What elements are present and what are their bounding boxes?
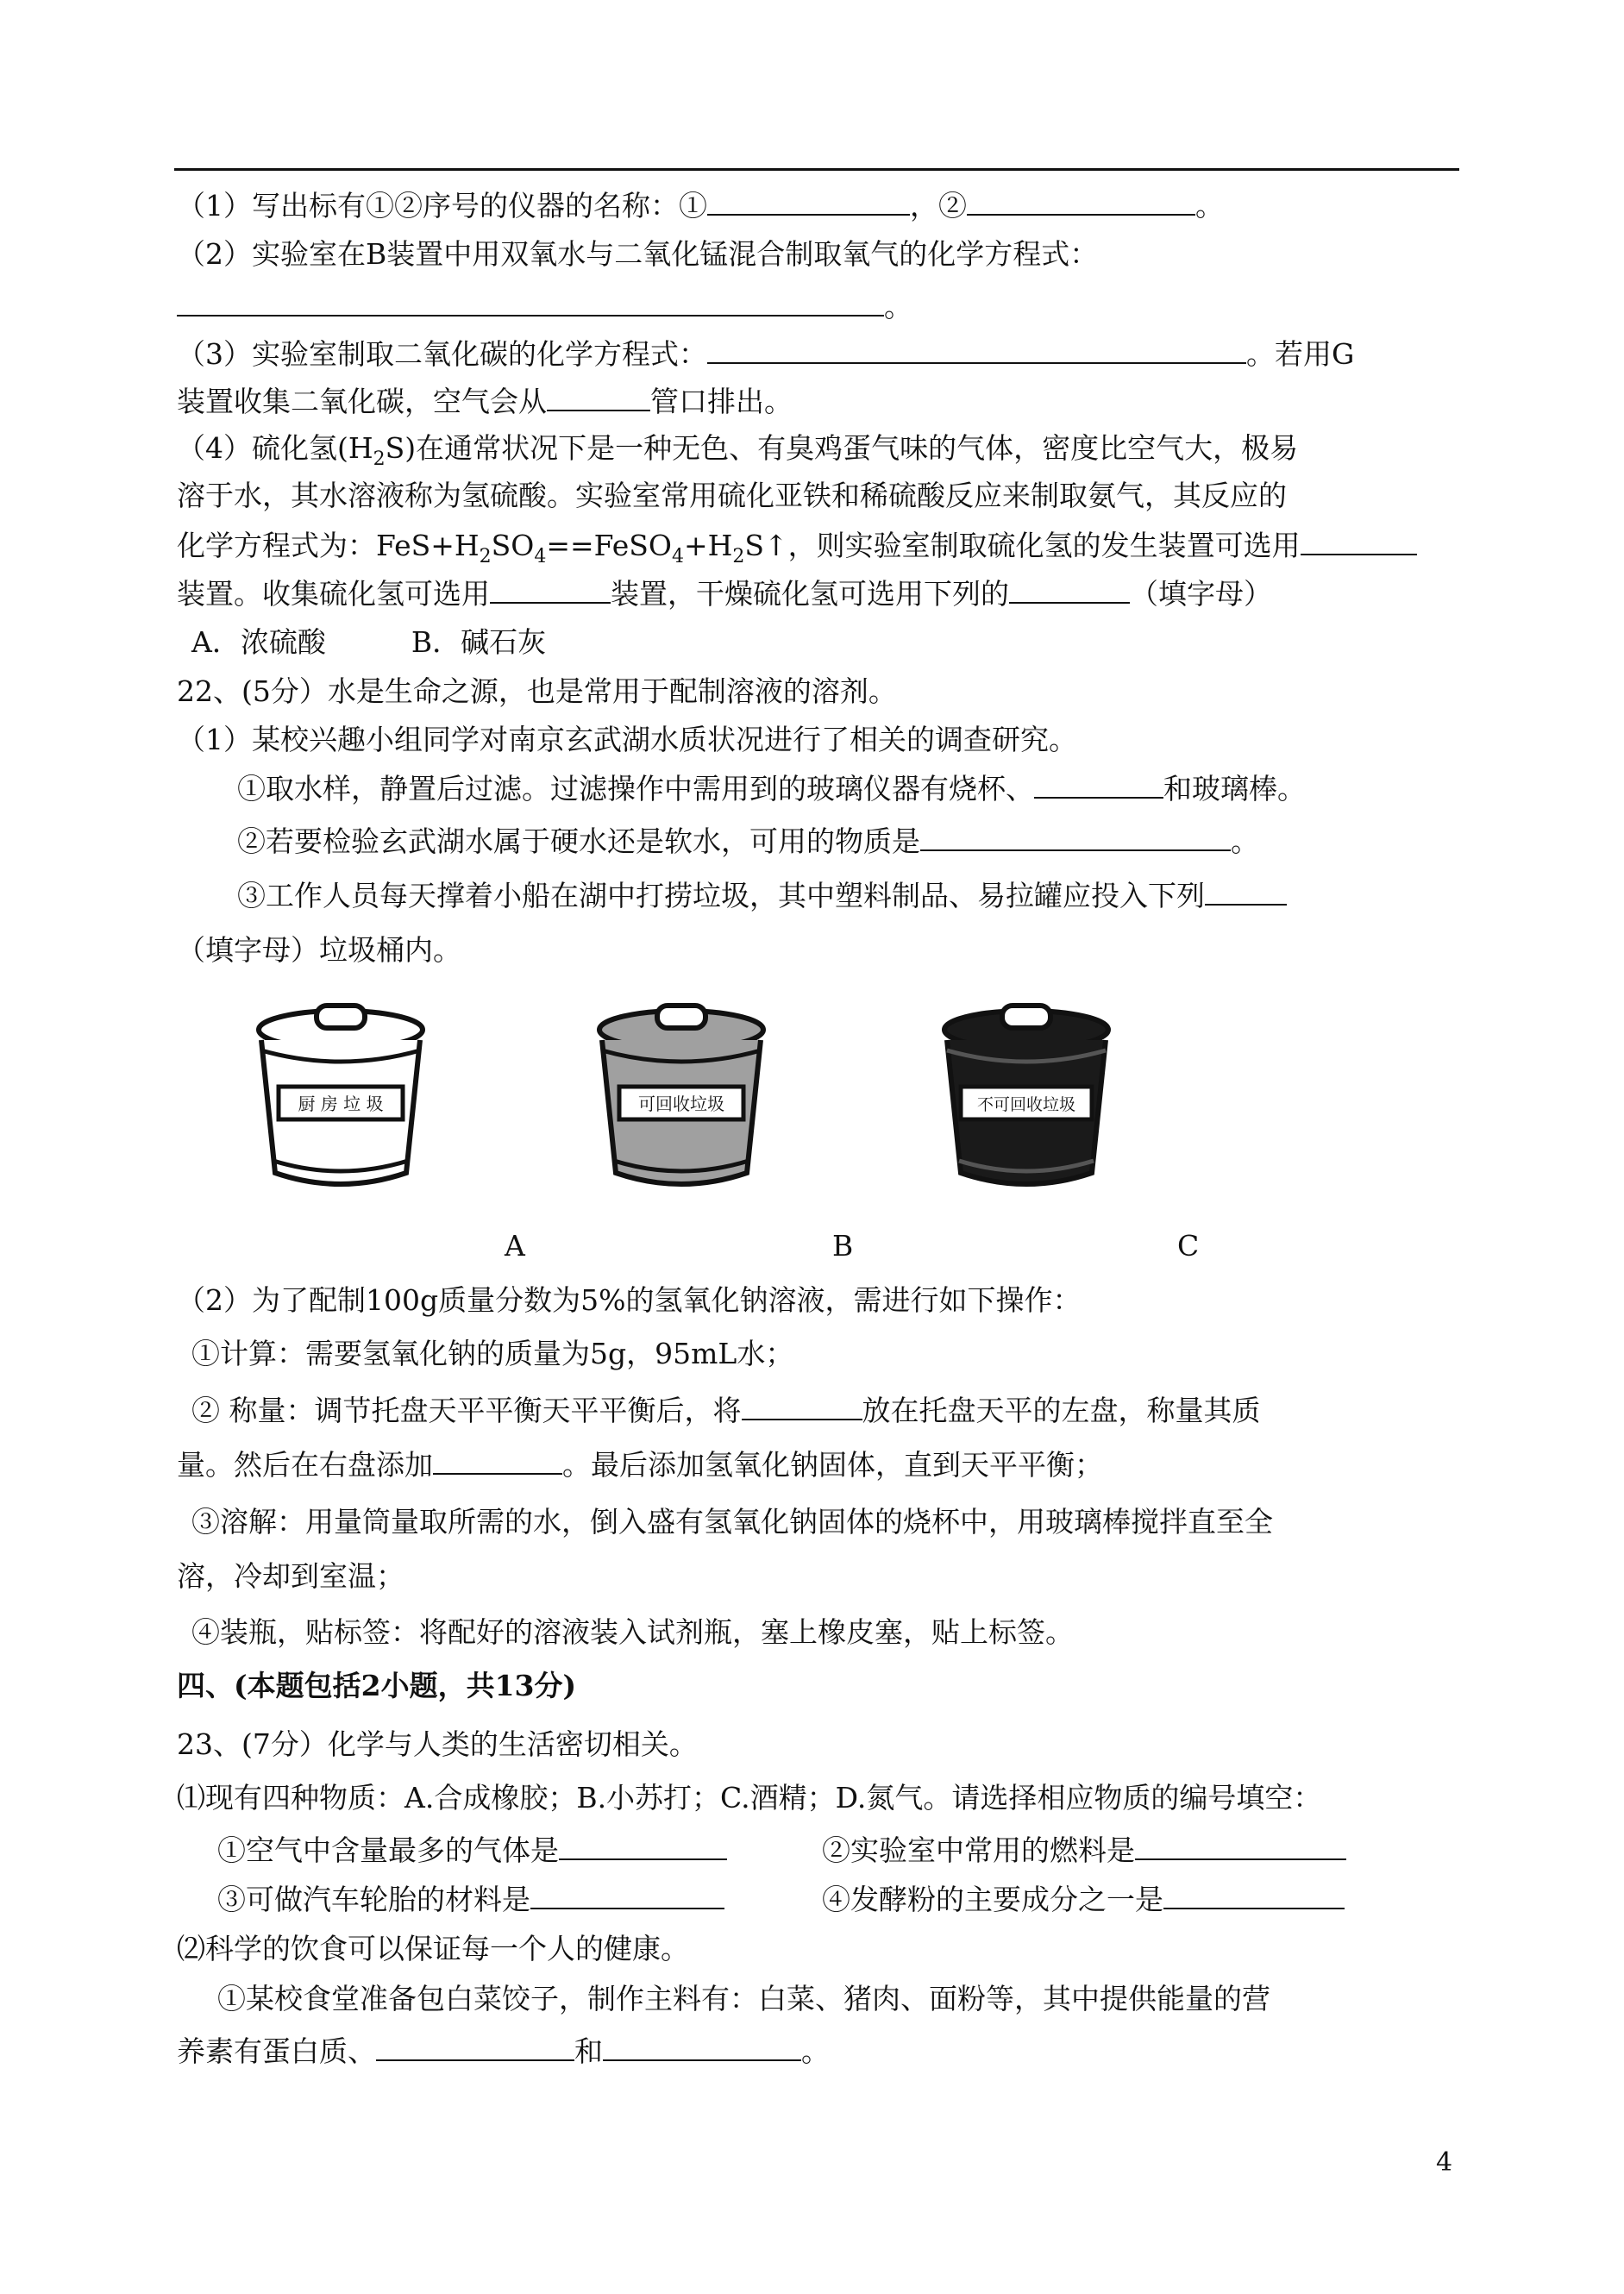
formula-part: SO: [491, 529, 535, 562]
bin-b-recyclable: [595, 1000, 768, 1199]
q21-part2: [177, 237, 1098, 272]
q22-title: [177, 674, 897, 709]
q21-part2-answer: [177, 289, 912, 324]
q22-op4-text: ④装瓶，贴标签：将配好的溶液装入试剂瓶，塞上橡皮塞，贴上标签。: [191, 1615, 1074, 1649]
answer-blank[interactable]: [530, 1882, 724, 1909]
q22-op3: [191, 1505, 1273, 1539]
q22-part1-text: （1）某校兴趣小组同学对南京玄武湖水质状况进行了相关的调查研究。: [177, 723, 1077, 756]
q21-part2-text: （2）实验室在B装置中用双氧水与二氧化锰混合制取氧气的化学方程式：: [177, 237, 1099, 271]
q22-op3-text2: 溶，冷却到室温；: [177, 1559, 404, 1593]
q22-step2: [237, 824, 1259, 859]
q22-op3-text: ③溶解：用量筒量取所需的水，倒入盛有氢氧化钠固体的烧杯中，用玻璃棒搅拌直至全: [191, 1505, 1273, 1539]
q21-options: [191, 625, 546, 660]
q21-part3-cont: [177, 384, 793, 419]
bin-b-label: 可回收垃圾: [638, 1094, 724, 1114]
answer-blank[interactable]: [1205, 878, 1287, 906]
formula-part: +H: [683, 529, 733, 562]
q23-f1-text4: 。: [801, 2034, 830, 2068]
q22-op3-cont: [177, 1559, 404, 1594]
subscript: 4: [534, 546, 547, 567]
q22-step2-text: ②若要检验玄武湖水属于硬水还是软水，可用的物质是: [237, 824, 920, 858]
q21-part4-text: （4）硫化氢(H: [177, 431, 373, 465]
q21-part4-line3: [177, 528, 1417, 567]
page-number: 4: [1436, 2147, 1453, 2178]
subscript: 2: [479, 546, 492, 567]
q22-part2: [177, 1283, 1081, 1318]
section-four-heading: [177, 1669, 576, 1703]
q21-part4-line4: [177, 576, 1272, 611]
q21-part3: [177, 336, 1354, 372]
bin-letter-a: A: [505, 1229, 525, 1263]
q22-op1-text: ①计算：需要氢氧化钠的质量为5g，95mL水；: [191, 1337, 794, 1370]
answer-blank[interactable]: [1163, 1882, 1345, 1909]
answer-blank[interactable]: [707, 188, 910, 216]
q23-title: [177, 1727, 698, 1762]
q23-s3: [217, 1882, 724, 1917]
q22-step3: [237, 878, 1287, 913]
answer-blank[interactable]: [547, 384, 650, 411]
bin-a-label: 厨 房 垃 圾: [298, 1094, 384, 1114]
answer-blank[interactable]: [707, 336, 1246, 364]
q22-op1: [191, 1337, 793, 1371]
q22-op2-text4: 。最后添加氢氧化钠固体，直到天平平衡；: [562, 1448, 1103, 1482]
formula-part: ==FeSO: [546, 529, 672, 562]
q23-part1-text: ⑴现有四种物质：A.合成橡胶；B.小苏打；C.酒精；D.氮气。请选择相应物质的编号填空：: [177, 1781, 1322, 1815]
subscript: 2: [373, 448, 386, 470]
q21-part4-line2: [177, 479, 1287, 513]
q22-part1: [177, 723, 1077, 757]
q22-step1-text2: 和玻璃棒。: [1163, 772, 1306, 805]
q23-part1: [177, 1781, 1321, 1815]
q21-part3-text2: 。若用G: [1246, 337, 1355, 371]
q23-title-text: 23、(7分）化学与人类的生活密切相关。: [177, 1727, 698, 1761]
q22-op2: [191, 1393, 1261, 1428]
subscript: 2: [732, 546, 745, 567]
q23-f1-cont: [177, 2034, 830, 2069]
bin-letter-b: B: [832, 1229, 854, 1263]
answer-blank[interactable]: [433, 1447, 562, 1475]
q21-part4-text7: 装置，干燥硫化氢可选用下列的: [611, 577, 1009, 611]
answer-blank[interactable]: [920, 824, 1231, 851]
q21-part4-text8: （填字母）: [1130, 577, 1272, 611]
answer-blank[interactable]: [376, 2034, 574, 2061]
q23-s1-text: ①空气中含量最多的气体是: [217, 1833, 559, 1867]
bin-c-nonrecyclable: [940, 1000, 1113, 1199]
q23-s2-text: ②实验室中常用的燃料是: [822, 1833, 1135, 1867]
answer-blank[interactable]: [559, 1833, 727, 1860]
answer-blank[interactable]: [177, 289, 884, 317]
answer-blank[interactable]: [1034, 771, 1163, 799]
q21-part4-text6: 装置。收集硫化氢可选用: [177, 577, 490, 611]
q22-step1: [237, 771, 1306, 806]
q23-s4: [822, 1882, 1345, 1917]
q21-part3-text3: 装置收集二氧化碳，空气会从: [177, 385, 547, 418]
answer-blank[interactable]: [490, 576, 611, 604]
q21-part4-text4: 化学方程式为：FeS+H: [177, 529, 480, 562]
section-four-text: 四、(本题包括2小题，共13分): [177, 1669, 577, 1702]
q21-part4-text3: 溶于水，其水溶液称为氢硫酸。实验室常用硫化亚铁和稀硫酸反应来制取氨气，其反应的: [177, 479, 1287, 512]
q21-part2-end: 。: [884, 290, 912, 323]
q23-s1: [217, 1833, 727, 1868]
q22-op2-cont: [177, 1447, 1103, 1482]
header-rule: [174, 168, 1459, 171]
q21-part1-text: （1）写出标有①②序号的仪器的名称：①: [177, 189, 707, 223]
q22-op2-text: ② 称量：调节托盘天平平衡天平平衡后，将: [191, 1394, 742, 1427]
answer-blank[interactable]: [742, 1393, 862, 1420]
q23-s3-text: ③可做汽车轮胎的材料是: [217, 1883, 530, 1916]
q21-part4: [177, 431, 1299, 470]
q21-part1: [177, 188, 1224, 223]
answer-blank[interactable]: [1135, 1833, 1346, 1860]
bin-letter-c: C: [1177, 1229, 1200, 1263]
q22-step3-cont: [177, 933, 461, 968]
q23-part2-text: ⑵科学的饮食可以保证每一个人的健康。: [177, 1932, 689, 1965]
q23-f1-text2: 养素有蛋白质、: [177, 2034, 376, 2068]
q22-step2-text2: 。: [1231, 824, 1259, 858]
answer-blank[interactable]: [1301, 528, 1417, 555]
q22-op4: [191, 1615, 1074, 1650]
q23-f1-text: ①某校食堂准备包白菜饺子，制作主料有：白菜、猪肉、面粉等，其中提供能量的营: [217, 1982, 1270, 2015]
q22-title-text: 22、(5分）水是生命之源，也是常用于配制溶液的溶剂。: [177, 674, 897, 708]
subscript: 4: [671, 546, 684, 567]
q22-step3-text2: （填字母）垃圾桶内。: [177, 933, 461, 967]
answer-blank[interactable]: [603, 2034, 801, 2061]
q23-part2: [177, 1932, 689, 1966]
q23-s2: [822, 1833, 1346, 1868]
q21-part4-text5: S↑，则实验室制取硫化氢的发生装置可选用: [744, 529, 1301, 562]
q21-part4-text2: S)在通常状况下是一种无色、有臭鸡蛋气味的气体，密度比空气大，极易: [385, 431, 1299, 465]
q21-part3-text: （3）实验室制取二氧化碳的化学方程式：: [177, 337, 707, 371]
q22-part2-text: （2）为了配制100g质量分数为5%的氢氧化钠溶液，需进行如下操作：: [177, 1283, 1082, 1317]
q23-f1-text3: 和: [574, 2034, 603, 2068]
q23-s4-text: ④发酵粉的主要成分之一是: [822, 1883, 1163, 1916]
q22-op2-text2: 放在托盘天平的左盘，称量其质: [862, 1394, 1261, 1427]
q22-step3-text: ③工作人员每天撑着小船在湖中打捞垃圾，其中塑料制品、易拉罐应投入下列: [237, 879, 1205, 912]
answer-blank[interactable]: [967, 188, 1195, 216]
bin-a-kitchen-waste: [254, 1000, 427, 1199]
q22-op2-text3: 量。然后在右盘添加: [177, 1448, 433, 1482]
answer-blank[interactable]: [1009, 576, 1130, 604]
q21-part3-text4: 管口排出。: [650, 385, 793, 418]
q21-part1-text2: ，②: [910, 189, 967, 223]
q21-options-text: A．浓硫酸 B．碱石灰: [191, 625, 547, 659]
q23-f1: [217, 1982, 1270, 2016]
q21-part1-text3: 。: [1195, 189, 1224, 223]
q22-step1-text: ①取水样，静置后过滤。过滤操作中需用到的玻璃仪器有烧杯、: [237, 772, 1034, 805]
bin-c-label: 不可回收垃圾: [976, 1095, 1076, 1114]
